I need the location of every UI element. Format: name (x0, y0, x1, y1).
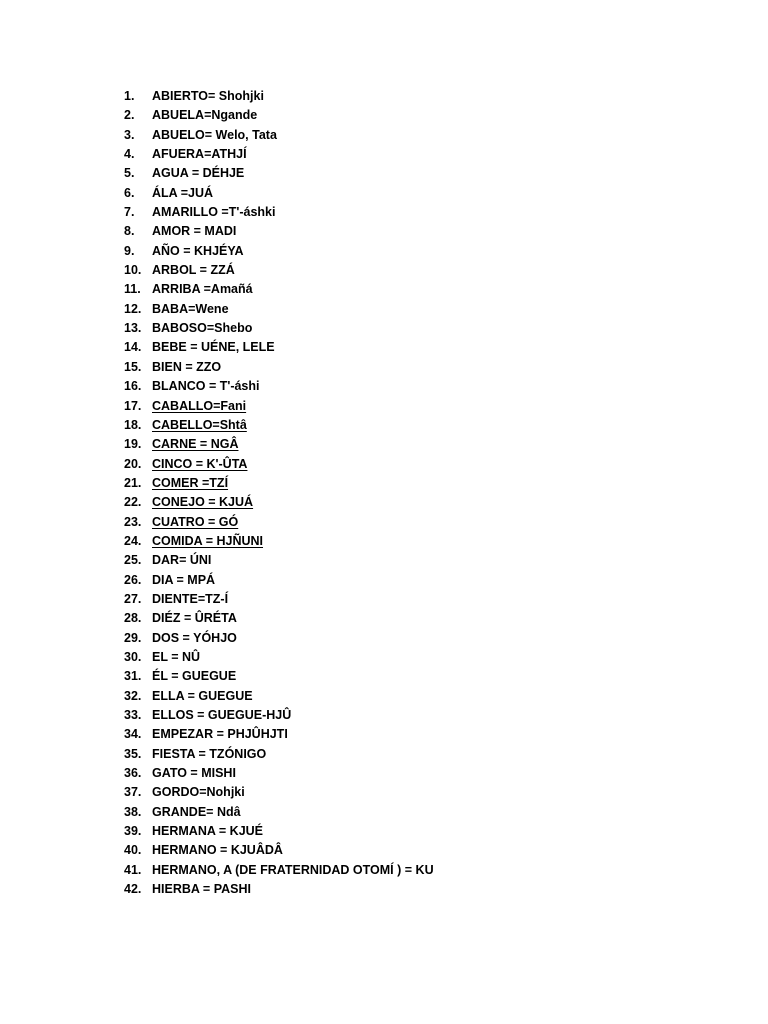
list-item (124, 416, 434, 435)
list-item (124, 358, 434, 377)
item-entry: COMIDA = HJÑUNI (152, 533, 264, 548)
item-number: 16. (124, 379, 142, 394)
item-number: 4. (124, 147, 135, 162)
list-item (124, 300, 434, 319)
item-entry: EMPEZAR = PHJÛHJTI (152, 727, 288, 742)
list-item (124, 493, 434, 512)
list-item (124, 242, 434, 261)
item-number: 2. (124, 108, 135, 123)
list-item (124, 338, 434, 357)
item-number: 40. (124, 843, 142, 858)
list-item (124, 87, 434, 106)
list-item (124, 629, 434, 648)
list-item (124, 725, 434, 744)
item-number: 26. (124, 572, 142, 587)
list-item (124, 164, 434, 183)
item-entry: AMARILLO =T'-áshki (152, 205, 276, 220)
list-item (124, 783, 434, 802)
item-entry: BABOSO=Shebo (152, 321, 253, 336)
item-entry: AGUA = DÉHJE (152, 166, 245, 181)
list-item (124, 106, 434, 125)
item-entry: HERMANO = KJUÂDÂ (152, 843, 283, 858)
item-number: 7. (124, 205, 135, 220)
list-item (124, 841, 434, 860)
item-number: 36. (124, 766, 142, 781)
list-item (124, 435, 434, 454)
item-entry: CUATRO = GÓ (152, 514, 239, 529)
item-entry: AÑO = KHJÉYA (152, 243, 244, 258)
item-entry: BEBE = UÉNE, LELE (152, 340, 275, 355)
item-number: 12. (124, 301, 142, 316)
item-entry: ÁLA =JUÁ (152, 185, 214, 200)
item-number: 42. (124, 882, 142, 897)
list-item (124, 687, 434, 706)
item-entry: EL = NÛ (152, 649, 201, 664)
list-item (124, 455, 434, 474)
item-number: 39. (124, 824, 142, 839)
item-number: 3. (124, 127, 135, 142)
list-item (124, 474, 434, 493)
list-item (124, 880, 434, 899)
item-number: 6. (124, 185, 135, 200)
item-number: 10. (124, 263, 142, 278)
item-entry: DIENTE=TZ-Í (152, 591, 229, 606)
item-number: 21. (124, 475, 142, 490)
item-number: 28. (124, 611, 142, 626)
item-entry: AMOR = MADI (152, 224, 237, 239)
item-number: 15. (124, 359, 142, 374)
item-number: 30. (124, 649, 142, 664)
item-entry: DOS = YÓHJO (152, 630, 237, 645)
item-entry: DAR= ÚNI (152, 553, 212, 568)
list-item (124, 203, 434, 222)
list-item (124, 706, 434, 725)
item-entry: BLANCO = T'-áshi (152, 379, 260, 394)
item-entry: ABIERTO= Shohjki (152, 89, 264, 103)
item-entry: FIESTA = TZÓNIGO (152, 746, 267, 761)
item-entry: ABUELO= Welo, Tata (152, 127, 277, 142)
list-item (124, 184, 434, 203)
list-item (124, 648, 434, 667)
item-entry: GORDO=Nohjki (152, 785, 245, 800)
item-entry: GRANDE= Ndâ (152, 804, 241, 819)
list-item (124, 764, 434, 783)
item-entry: HERMANA = KJUÉ (152, 824, 264, 839)
item-entry: CARNE = NGÂ (152, 437, 239, 452)
item-entry: DIA = MPÁ (152, 572, 216, 587)
item-entry: DIÉZ = ÛRÉTA (152, 611, 237, 626)
vocabulary-list (124, 87, 434, 899)
item-number: 18. (124, 417, 142, 432)
item-entry: ARRIBA =Amañá (152, 282, 253, 297)
item-entry: BIEN = ZZO (152, 359, 222, 374)
item-number: 11. (124, 282, 141, 297)
list-item (124, 222, 434, 241)
item-entry: CONEJO = KJUÁ (152, 495, 254, 510)
item-entry: BABA=Wene (152, 301, 229, 316)
list-item (124, 551, 434, 570)
item-number: 22. (124, 495, 142, 510)
item-number: 33. (124, 708, 142, 722)
item-entry: CINCO = K'-ÛTA (152, 456, 248, 471)
list-item (124, 609, 434, 628)
item-entry: HERMANO, A (DE FRATERNIDAD OTOMÍ ) = KU (152, 862, 434, 877)
item-number: 19. (124, 437, 142, 452)
item-entry: HIERBA = PASHI (152, 882, 251, 897)
item-number: 20. (124, 456, 142, 471)
list-item (124, 261, 434, 280)
item-number: 13. (124, 321, 142, 336)
item-number: 29. (124, 630, 142, 645)
list-item (124, 667, 434, 686)
item-entry: ELLA = GUEGUE (152, 688, 253, 703)
item-number: 25. (124, 553, 142, 568)
item-number: 1. (124, 89, 135, 103)
item-number: 24. (124, 533, 142, 548)
item-number: 5. (124, 166, 135, 181)
item-entry: COMER =TZÍ (152, 475, 229, 490)
item-number: 38. (124, 804, 142, 819)
item-entry: CABALLO=Fani (152, 398, 247, 413)
list-item (124, 513, 434, 532)
item-entry: CABELLO=Shtâ (152, 417, 247, 432)
item-number: 37. (124, 785, 142, 800)
item-number: 14. (124, 340, 142, 355)
item-number: 41. (124, 862, 142, 877)
item-number: 23. (124, 514, 142, 529)
list-item (124, 803, 434, 822)
item-number: 9. (124, 243, 135, 258)
list-item (124, 861, 434, 880)
item-entry: ÉL = GUEGUE (152, 669, 237, 684)
item-entry: ARBOL = ZZÁ (152, 263, 235, 278)
list-item (124, 822, 434, 841)
item-number: 8. (124, 224, 135, 239)
item-entry: ELLOS = GUEGUE-HJÛ (152, 708, 292, 722)
list-item (124, 377, 434, 396)
list-item (124, 126, 434, 145)
item-number: 32. (124, 688, 142, 703)
item-entry: GATO = MISHI (152, 766, 236, 781)
item-number: 35. (124, 746, 142, 761)
list-item (124, 745, 434, 764)
item-number: 27. (124, 591, 142, 606)
list-item (124, 532, 434, 551)
item-number: 34. (124, 727, 142, 742)
list-item (124, 319, 434, 338)
item-entry: AFUERA=ATHJÍ (152, 147, 247, 162)
list-item (124, 590, 434, 609)
item-entry: ABUELA=Ngande (152, 108, 258, 123)
list-item (124, 145, 434, 164)
item-number: 31. (124, 669, 142, 684)
item-number: 17. (124, 398, 142, 413)
list-item (124, 571, 434, 590)
list-item (124, 397, 434, 416)
list-item (124, 280, 434, 299)
